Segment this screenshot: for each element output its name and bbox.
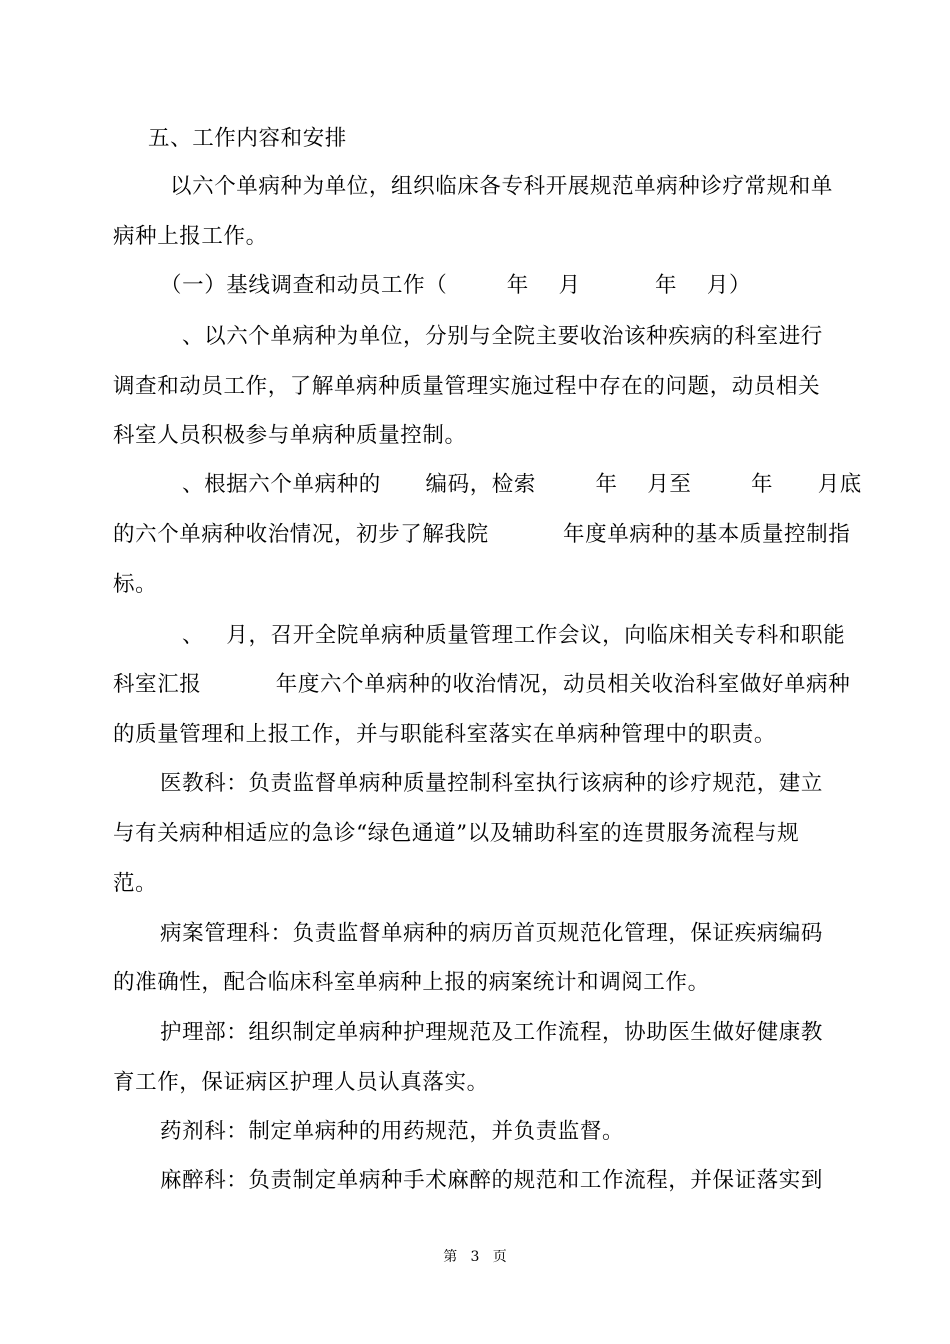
page-number-footer: 第 3 页: [443, 1249, 507, 1265]
item-3-line-2: 科室汇报 年度六个单病种的收治情况，动员相关收治科室做好单病种: [113, 672, 851, 697]
duty-nursing-line-1: 护理部：组织制定单病种护理规范及工作流程，协助医生做好健康教: [160, 1020, 824, 1045]
duty-medical-education-line-2: 与有关病种相适应的急诊“绿色通道”以及辅助科室的连贯服务流程与规: [113, 821, 800, 846]
item-1-line-2: 调查和动员工作，了解单病种质量管理实施过程中存在的问题，动员相关: [113, 374, 821, 399]
subsection-1-heading: （一）基线调查和动员工作（ 年 月 年 月）: [160, 273, 752, 298]
item-1-line-3: 科室人员积极参与单病种质量控制。: [113, 423, 467, 448]
item-1-line-1: 、以六个单病种为单位，分别与全院主要收治该种疾病的科室进行: [182, 324, 823, 349]
section-title: 五、工作内容和安排: [148, 126, 347, 151]
duty-medical-records-line-1: 病案管理科：负责监督单病种的病历首页规范化管理，保证疾病编码: [160, 921, 824, 946]
duty-medical-education-line-3: 范。: [113, 871, 158, 896]
item-3-line-1: 、 月，召开全院单病种质量管理工作会议，向临床相关专科和职能: [182, 623, 846, 648]
item-2-line-2: 的六个单病种收治情况，初步了解我院 年度单病种的基本质量控制指: [113, 522, 851, 547]
duty-nursing-line-2: 育工作，保证病区护理人员认真落实。: [113, 1070, 489, 1095]
item-2-line-1: 、根据六个单病种的 编码，检索 年 月至 年 月底: [182, 472, 862, 497]
intro-line-2: 病种上报工作。: [113, 224, 268, 249]
duty-anesthesia: 麻醉科：负责制定单病种手术麻醉的规范和工作流程，并保证落实到: [160, 1168, 824, 1193]
duty-pharmacy: 药剂科：制定单病种的用药规范，并负责监督。: [160, 1119, 625, 1144]
intro-line-1: 以六个单病种为单位，组织临床各专科开展规范单病种诊疗常规和单: [170, 174, 834, 199]
item-3-line-3: 的质量管理和上报工作，并与职能科室落实在单病种管理中的职责。: [113, 722, 777, 747]
item-2-line-3: 标。: [113, 572, 158, 597]
duty-medical-education-line-1: 医教科：负责监督单病种质量控制科室执行该病种的诊疗规范，建立: [160, 771, 824, 796]
duty-medical-records-line-2: 的准确性，配合临床科室单病种上报的病案统计和调阅工作。: [113, 970, 710, 995]
